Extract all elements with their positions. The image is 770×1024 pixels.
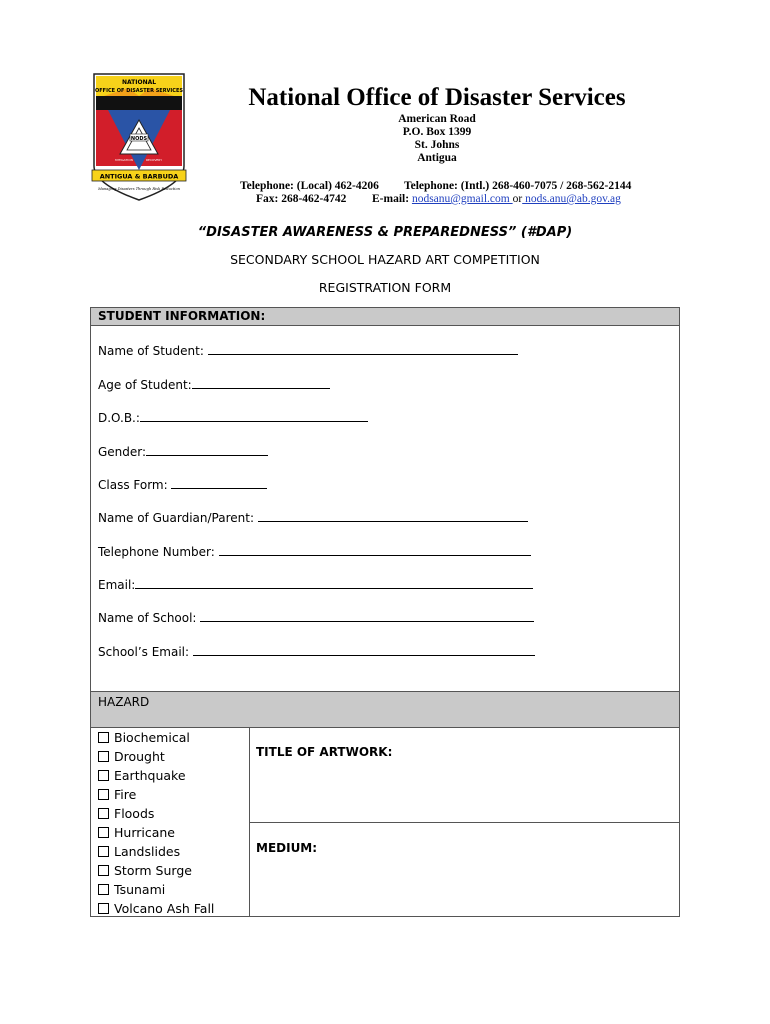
field-school-email: School’s Email: bbox=[98, 644, 535, 659]
address-line-2: P.O. Box 1399 bbox=[402, 126, 472, 138]
email-or: or bbox=[512, 193, 523, 205]
student-info-title: STUDENT INFORMATION: bbox=[98, 309, 266, 323]
hazard-option-landslides[interactable]: Landslides bbox=[98, 842, 214, 861]
artwork-title-label: TITLE OF ARTWORK: bbox=[256, 745, 393, 759]
logo-center-text: NODS bbox=[130, 136, 148, 142]
address-line-4: Antigua bbox=[417, 152, 457, 164]
competition-heading: SECONDARY SCHOOL HAZARD ART COMPETITION bbox=[230, 252, 540, 267]
school-name-input[interactable] bbox=[200, 610, 534, 622]
logo-arc-right: RECOVERY bbox=[145, 158, 163, 162]
field-telephone: Telephone Number: bbox=[98, 544, 531, 559]
email-link-1[interactable]: nodsanu@gmail.com bbox=[411, 193, 513, 205]
checkbox[interactable] bbox=[98, 770, 109, 781]
field-guardian-name: Name of Guardian/Parent: bbox=[98, 510, 528, 525]
hazard-title: HAZARD bbox=[98, 695, 150, 709]
field-class-form: Class Form: bbox=[98, 477, 267, 492]
field-student-age: Age of Student: bbox=[98, 377, 330, 392]
hazard-options-list bbox=[98, 728, 214, 918]
logo-top-text-1: NATIONAL bbox=[121, 79, 157, 86]
hazard-option-storm-surge[interactable]: Storm Surge bbox=[98, 861, 214, 880]
student-age-input[interactable] bbox=[192, 377, 330, 389]
hazard-option-fire[interactable]: Fire bbox=[98, 785, 214, 804]
email-label: E-mail: bbox=[372, 193, 412, 205]
checkbox[interactable] bbox=[98, 884, 109, 895]
email-input[interactable] bbox=[135, 577, 533, 589]
organization-title: National Office of Disaster Services bbox=[248, 84, 626, 111]
logo-top-text-2: OFFICE OF DISASTER SERVICES bbox=[95, 88, 183, 94]
email-line bbox=[372, 193, 621, 205]
checkbox[interactable] bbox=[98, 789, 109, 800]
hazard-option-tsunami[interactable]: Tsunami bbox=[98, 880, 214, 899]
telephone-intl: Telephone: (Intl.) 268-460-7075 / 268-562-2144 bbox=[404, 180, 632, 192]
field-dob: D.O.B.: bbox=[98, 410, 368, 425]
school-email-input[interactable] bbox=[193, 644, 535, 656]
medium-label: MEDIUM: bbox=[256, 841, 318, 855]
telephone-input[interactable] bbox=[219, 544, 531, 556]
checkbox[interactable] bbox=[98, 808, 109, 819]
campaign-heading: “DISASTER AWARENESS & PREPAREDNESS” (#DAP) bbox=[197, 225, 573, 240]
address-line-1: American Road bbox=[398, 113, 476, 125]
checkbox[interactable] bbox=[98, 751, 109, 762]
address-line-3: St. Johns bbox=[414, 139, 460, 151]
field-student-name: Name of Student: bbox=[98, 343, 518, 358]
telephone-local: Telephone: (Local) 462-4206 bbox=[240, 180, 379, 192]
student-info-section bbox=[90, 307, 680, 692]
checkbox[interactable] bbox=[98, 846, 109, 857]
logo-arc-left: MITIGATION bbox=[115, 158, 133, 162]
artwork-title-cell bbox=[249, 727, 680, 823]
class-form-input[interactable] bbox=[171, 477, 267, 489]
hazard-header bbox=[90, 691, 680, 728]
gender-input[interactable] bbox=[146, 444, 268, 456]
hazard-option-drought[interactable]: Drought bbox=[98, 747, 214, 766]
field-gender: Gender: bbox=[98, 444, 268, 459]
logo-banner: ANTIGUA & BARBUDA bbox=[99, 172, 179, 181]
field-school-name: Name of School: bbox=[98, 610, 534, 625]
medium-cell bbox=[249, 822, 680, 917]
checkbox[interactable] bbox=[98, 732, 109, 743]
nods-logo bbox=[88, 66, 190, 206]
student-name-input[interactable] bbox=[208, 343, 518, 355]
dob-input[interactable] bbox=[140, 410, 368, 422]
hazard-option-volcano-ash-fall[interactable]: Volcano Ash Fall bbox=[98, 899, 214, 918]
checkbox[interactable] bbox=[98, 903, 109, 914]
logo-motto: Managing Disasters Through Risk Reduction bbox=[98, 187, 180, 191]
checkbox[interactable] bbox=[98, 827, 109, 838]
hazard-option-earthquake[interactable]: Earthquake bbox=[98, 766, 214, 785]
email-link-2[interactable]: nods.anu@ab.gov.ag bbox=[522, 193, 621, 205]
field-email: Email: bbox=[98, 577, 533, 592]
hazard-option-hurricane[interactable]: Hurricane bbox=[98, 823, 214, 842]
checkbox[interactable] bbox=[98, 865, 109, 876]
guardian-name-input[interactable] bbox=[258, 510, 528, 522]
form-heading: REGISTRATION FORM bbox=[318, 280, 452, 295]
hazard-option-biochemical[interactable]: Biochemical bbox=[98, 728, 214, 747]
fax-number: Fax: 268-462-4742 bbox=[256, 193, 347, 205]
hazard-option-floods[interactable]: Floods bbox=[98, 804, 214, 823]
